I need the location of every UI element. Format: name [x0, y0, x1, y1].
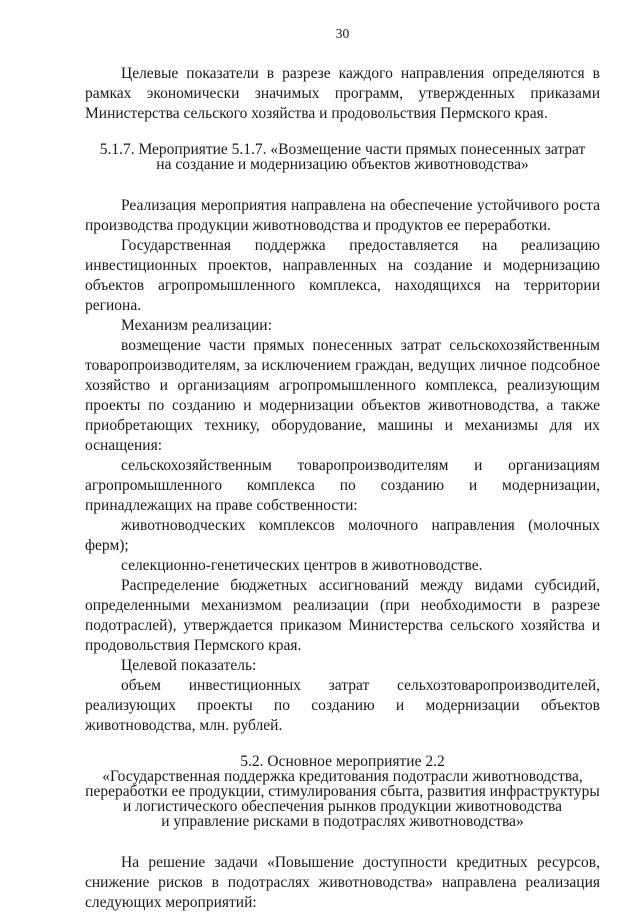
paragraph-producers: сельскохозяйственным товаропроизводителям и организациям агропромышленного комплекса по созданию и модернизации, принадлежащих на праве собственности: — [85, 457, 600, 514]
paragraph-genetic-centers: селекционно-генетических центров в животноводстве. — [121, 557, 483, 574]
paragraph-mechanism: возмещение части прямых понесенных затрат сельскохозяйственным товаропроизводителям, за исключением граждан, ведущих личное подсобное хозяйство и организациям агропромышленного комплекса, реализующим проекты по созданию и модернизации объектов животноводства, а также приобретающих технику, оборудование, машины и механизмы для их оснащения: — [85, 337, 600, 454]
section-heading-5-2 — [85, 754, 600, 829]
section-heading-line: на создание и модернизацию объектов животноводства» — [156, 156, 529, 173]
paragraph-goal: Реализация мероприятия направлена на обеспечение устойчивого роста производства продукции животноводства и продуктов ее переработки. — [85, 197, 600, 234]
paragraph-mechanism-label: Механизм реализации: — [121, 317, 272, 334]
section-heading-line: 5.1.7. Мероприятие 5.1.7. «Возмещение части прямых понесенных затрат — [99, 141, 586, 158]
paragraph-indicator: объем инвестиционных затрат сельхозтоваропроизводителей, реализующих проекты по созданию и модернизации объектов животноводства, млн. рублей. — [85, 677, 600, 734]
section-heading-line: «Государственная поддержка кредитования подотрасли животноводства, — [102, 768, 583, 785]
section-heading-line: переработки ее продукции, стимулирования сбыта, развития инфраструктуры — [85, 783, 600, 800]
section-heading-line: 5.2. Основное мероприятие 2.2 — [240, 753, 445, 770]
paragraph-state-support: Государственная поддержка предоставляется на реализацию инвестиционных проектов, направленных на создание и модернизацию объектов агропромышленного комплекса, находящихся на территории региона. — [85, 237, 600, 314]
paragraph-budget-allocation: Распределение бюджетных ассигнований между видами субсидий, определенными механизмом реализации (при необходимости в разрезе подотраслей), утверждается приказом Министерства сельского хозяйства и продовольствия Пермского края. — [85, 577, 600, 654]
paragraph-dairy-farms: животноводческих комплексов молочного направления (молочных ферм); — [85, 517, 600, 554]
section-heading-5-1-7 — [85, 142, 600, 172]
paragraph-target-indicators: Целевые показатели в разрезе каждого направления определяются в рамках экономически значимых программ, утвержденных приказами Министерства сельского хозяйства и продовольствия Пермского края. — [85, 65, 600, 122]
paragraph-indicator-label: Целевой показатель: — [121, 657, 257, 674]
paragraph-task: На решение задачи «Повышение доступности кредитных ресурсов, снижение рисков в подотраслях животноводства» направлена реализация следующих мероприятий: — [85, 854, 600, 911]
page-number: 30 — [335, 26, 350, 41]
section-heading-line: и логистического обеспечения рынков продукции животноводства — [123, 798, 562, 815]
section-heading-line: и управление рисками в подотраслях животноводства» — [161, 813, 524, 830]
